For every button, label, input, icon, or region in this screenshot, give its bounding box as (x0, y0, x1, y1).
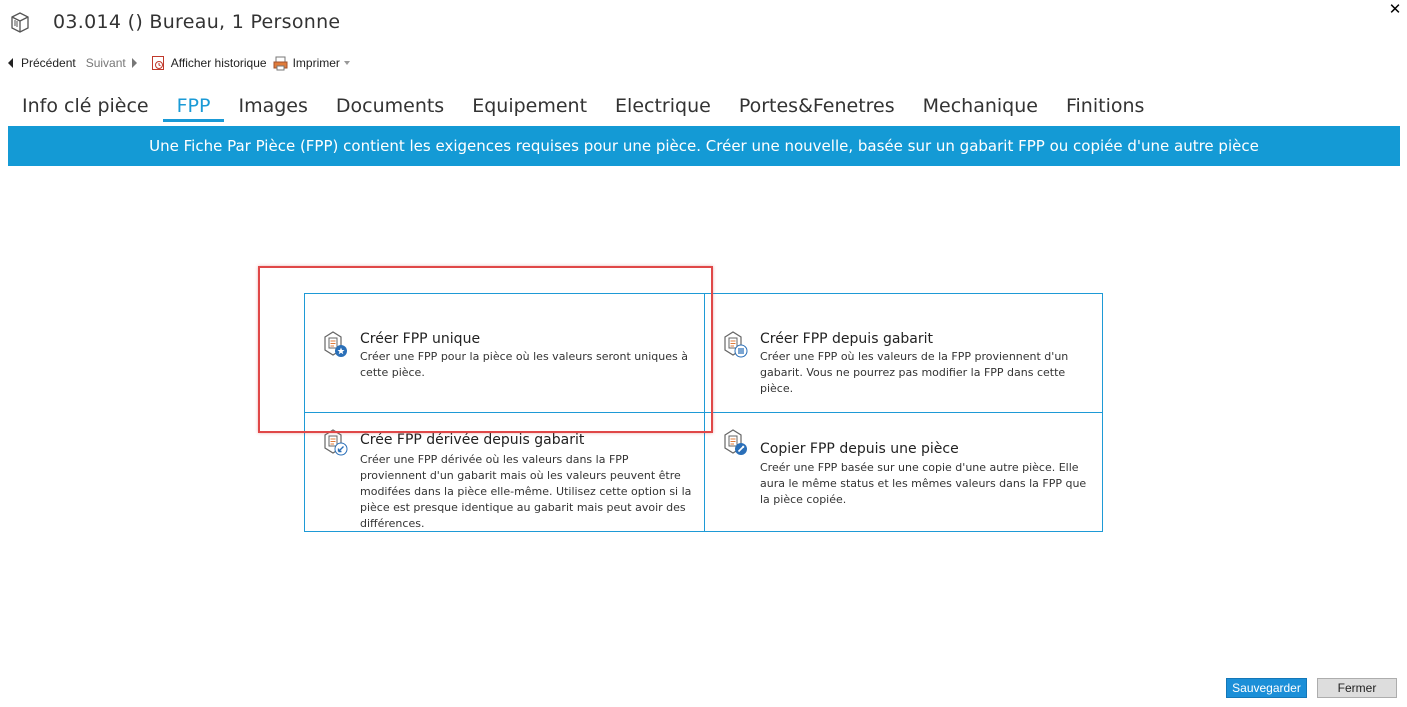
history-icon (151, 55, 166, 71)
option-description: Creér une FPP basée sur une copie d'une autre pièce. Elle aura le même status et les mêmes valeurs dans la FPP que la pièce copiée. (760, 461, 1087, 506)
tab-mechanique[interactable]: Mechanique (922, 95, 1038, 117)
option-create-from-template[interactable] (705, 294, 1104, 412)
tab-electrique[interactable]: Electrique (615, 95, 711, 117)
print-button[interactable] (273, 55, 350, 71)
tab-bar (8, 95, 1158, 123)
toolbar (8, 53, 356, 73)
option-title: Créer FPP depuis gabarit (760, 331, 934, 347)
option-create-unique[interactable] (305, 294, 704, 412)
tab-fpp[interactable]: FPP (163, 95, 225, 122)
next-label: Suivant (85, 56, 126, 70)
tab-portes-fenetres[interactable]: Portes&Fenetres (738, 95, 895, 117)
info-banner: Une Fiche Par Pièce (FPP) contient les exigences requises pour une pièce. Créer une nouvelle, basée sur un gabarit FPP ou copiée d'une autre pièce (8, 126, 1400, 166)
option-description: Créer une FPP pour la pièce où les valeurs seront uniques à cette pièce. (360, 350, 688, 379)
option-title: Créer FPP unique (360, 331, 481, 347)
save-button[interactable]: Sauvegarder (1226, 678, 1307, 698)
option-create-derived[interactable] (305, 413, 704, 531)
history-label: Afficher historique (170, 56, 267, 70)
close-button[interactable]: Fermer (1317, 678, 1397, 698)
arrow-left-icon (8, 58, 13, 68)
arrow-right-icon (132, 58, 137, 68)
fpp-options-grid (304, 293, 1103, 532)
option-title: Crée FPP dérivée depuis gabarit (360, 432, 585, 448)
print-label: Imprimer (292, 56, 340, 70)
printer-icon (273, 55, 288, 71)
next-button[interactable] (86, 56, 137, 70)
history-button[interactable] (151, 55, 267, 71)
option-description: Créer une FPP où les valeurs de la FPP proviennent d'un gabarit. Vous ne pourrez pas modifier la FPP dans cette pièce. (760, 350, 1069, 395)
previous-button[interactable] (8, 56, 76, 70)
option-copy-from-room[interactable] (705, 413, 1104, 531)
tab-finitions[interactable]: Finitions (1065, 95, 1145, 117)
chevron-down-icon (344, 61, 350, 65)
derived-document-icon (319, 427, 349, 457)
copy-document-icon (719, 427, 749, 457)
tab-equipement[interactable]: Equipement (472, 95, 588, 117)
star-document-icon (319, 329, 349, 359)
option-title: Copier FPP depuis une pièce (760, 441, 959, 457)
tab-documents[interactable]: Documents (335, 95, 445, 117)
tab-info-cle-piece[interactable]: Info clé pièce (22, 95, 149, 117)
option-description: Créer une FPP dérivée où les valeurs dans la FPP proviennent d'un gabarit mais où les valeurs peuvent être modifées dans la pièce elle-même. Utilisez cette option si la pièce est presque identique au gabarit mais peut avoir des différences. (360, 453, 692, 530)
window-title: 03.014 () Bureau, 1 Personne (53, 11, 341, 33)
close-icon[interactable]: ✕ (1388, 0, 1402, 18)
previous-label: Précédent (21, 56, 76, 70)
tab-images[interactable]: Images (238, 95, 308, 117)
room-cube-icon (8, 11, 32, 35)
template-document-icon (719, 329, 749, 359)
